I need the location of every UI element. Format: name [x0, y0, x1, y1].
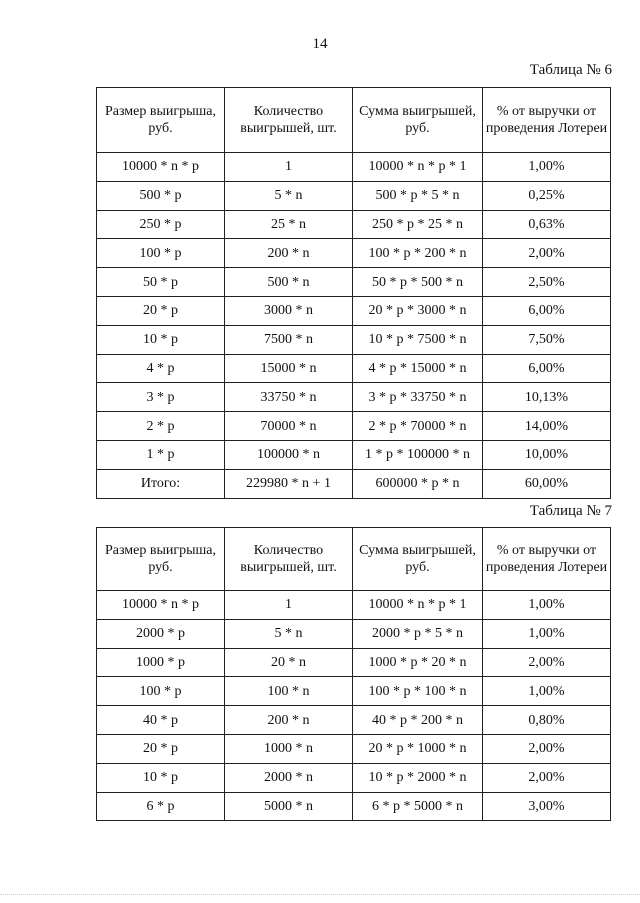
- cell-prize-count: 200 * n: [225, 706, 353, 735]
- cell-prize-sum: 50 * p * 500 * n: [353, 268, 483, 297]
- cell-revenue-percent: 0,63%: [483, 210, 611, 239]
- prize-table-6: [96, 87, 611, 499]
- cell-prize-amount: 10 * p: [97, 325, 225, 354]
- table-row: [97, 677, 611, 706]
- table-row: [97, 591, 611, 620]
- header-prize-amount: Размер выигрыша, руб.: [97, 528, 225, 591]
- table-row: [97, 181, 611, 210]
- table-row: [97, 440, 611, 469]
- cell-revenue-percent: 1,00%: [483, 591, 611, 620]
- cell-prize-sum: 600000 * p * n: [353, 469, 483, 498]
- cell-revenue-percent: 1,00%: [483, 153, 611, 182]
- table-row: [97, 383, 611, 412]
- cell-prize-sum: 100 * p * 200 * n: [353, 239, 483, 268]
- cell-prize-amount: 1 * p: [97, 440, 225, 469]
- cell-prize-amount: 20 * p: [97, 296, 225, 325]
- cell-prize-count: 2000 * n: [225, 763, 353, 792]
- table-row: [97, 792, 611, 821]
- cell-prize-amount: 2 * p: [97, 412, 225, 441]
- cell-revenue-percent: 1,00%: [483, 619, 611, 648]
- cell-revenue-percent: 2,50%: [483, 268, 611, 297]
- table-6-caption: Таблица № 6: [529, 62, 612, 78]
- table-row: [97, 239, 611, 268]
- cell-prize-count: 200 * n: [225, 239, 353, 268]
- header-prize-amount: Размер выигрыша, руб.: [97, 88, 225, 153]
- cell-prize-count: 5000 * n: [225, 792, 353, 821]
- cell-prize-amount: 2000 * p: [97, 619, 225, 648]
- table-row: [97, 469, 611, 498]
- cell-prize-count: 229980 * n + 1: [225, 469, 353, 498]
- header-prize-count: Количество выигрышей, шт.: [225, 528, 353, 591]
- header-prize-sum: Сумма выигрышей, руб.: [353, 88, 483, 153]
- cell-prize-count: 1000 * n: [225, 734, 353, 763]
- cell-prize-sum: 500 * p * 5 * n: [353, 181, 483, 210]
- cell-prize-sum: 10 * p * 2000 * n: [353, 763, 483, 792]
- cell-prize-sum: 4 * p * 15000 * n: [353, 354, 483, 383]
- cell-prize-count: 100 * n: [225, 677, 353, 706]
- cell-prize-sum: 250 * p * 25 * n: [353, 210, 483, 239]
- cell-prize-count: 15000 * n: [225, 354, 353, 383]
- cell-prize-sum: 6 * p * 5000 * n: [353, 792, 483, 821]
- table-header-row: [97, 88, 611, 153]
- cell-revenue-percent: 10,00%: [483, 440, 611, 469]
- cell-revenue-percent: 6,00%: [483, 354, 611, 383]
- cell-prize-sum: 20 * p * 1000 * n: [353, 734, 483, 763]
- scan-artifact-line: [0, 894, 640, 897]
- table-row: [97, 763, 611, 792]
- table-row: [97, 412, 611, 441]
- cell-prize-amount: 50 * p: [97, 268, 225, 297]
- page-number: 14: [312, 36, 328, 52]
- cell-prize-sum: 2 * p * 70000 * n: [353, 412, 483, 441]
- cell-prize-sum: 100 * p * 100 * n: [353, 677, 483, 706]
- table-row: [97, 296, 611, 325]
- cell-prize-amount: 10000 * n * p: [97, 591, 225, 620]
- cell-prize-amount: 10000 * n * p: [97, 153, 225, 182]
- cell-prize-amount: 3 * p: [97, 383, 225, 412]
- table-row: [97, 354, 611, 383]
- cell-prize-sum: 1 * p * 100000 * n: [353, 440, 483, 469]
- cell-prize-count: 100000 * n: [225, 440, 353, 469]
- header-revenue-percent: % от выручки от проведения Лотереи: [483, 528, 611, 591]
- cell-prize-amount: 250 * p: [97, 210, 225, 239]
- table-7-body: [97, 591, 611, 821]
- table-row: [97, 619, 611, 648]
- cell-prize-amount: 1000 * p: [97, 648, 225, 677]
- cell-prize-amount: 500 * p: [97, 181, 225, 210]
- cell-revenue-percent: 0,25%: [483, 181, 611, 210]
- table-row: [97, 648, 611, 677]
- cell-prize-count: 1: [225, 153, 353, 182]
- cell-prize-amount: 4 * p: [97, 354, 225, 383]
- cell-prize-count: 500 * n: [225, 268, 353, 297]
- cell-revenue-percent: 3,00%: [483, 792, 611, 821]
- cell-prize-count: 33750 * n: [225, 383, 353, 412]
- cell-prize-count: 1: [225, 591, 353, 620]
- table-row: [97, 706, 611, 735]
- header-prize-count: Количество выигрышей, шт.: [225, 88, 353, 153]
- cell-revenue-percent: 2,00%: [483, 648, 611, 677]
- cell-revenue-percent: 14,00%: [483, 412, 611, 441]
- cell-revenue-percent: 10,13%: [483, 383, 611, 412]
- table-row: [97, 210, 611, 239]
- cell-prize-sum: 10000 * n * p * 1: [353, 591, 483, 620]
- cell-prize-sum: 2000 * p * 5 * n: [353, 619, 483, 648]
- cell-prize-amount: 6 * p: [97, 792, 225, 821]
- table-header-row: [97, 528, 611, 591]
- cell-revenue-percent: 0,80%: [483, 706, 611, 735]
- cell-revenue-percent: 60,00%: [483, 469, 611, 498]
- table-6-body: [97, 153, 611, 499]
- cell-revenue-percent: 7,50%: [483, 325, 611, 354]
- cell-prize-amount: 40 * p: [97, 706, 225, 735]
- table-row: [97, 734, 611, 763]
- header-prize-sum: Сумма выигрышей, руб.: [353, 528, 483, 591]
- cell-prize-count: 70000 * n: [225, 412, 353, 441]
- table-row: [97, 268, 611, 297]
- table-row: [97, 153, 611, 182]
- cell-prize-amount: 100 * p: [97, 677, 225, 706]
- cell-prize-amount: 100 * p: [97, 239, 225, 268]
- table-row: [97, 325, 611, 354]
- cell-prize-count: 3000 * n: [225, 296, 353, 325]
- header-revenue-percent: % от выручки от проведения Лотереи: [483, 88, 611, 153]
- cell-prize-count: 7500 * n: [225, 325, 353, 354]
- cell-prize-sum: 3 * p * 33750 * n: [353, 383, 483, 412]
- table-7-caption: Таблица № 7: [529, 503, 612, 519]
- cell-prize-amount: 10 * p: [97, 763, 225, 792]
- cell-prize-sum: 40 * p * 200 * n: [353, 706, 483, 735]
- cell-revenue-percent: 2,00%: [483, 239, 611, 268]
- cell-revenue-percent: 1,00%: [483, 677, 611, 706]
- prize-table-7: [96, 527, 611, 821]
- cell-prize-amount: Итого:: [97, 469, 225, 498]
- cell-prize-amount: 20 * p: [97, 734, 225, 763]
- cell-revenue-percent: 6,00%: [483, 296, 611, 325]
- cell-prize-count: 25 * n: [225, 210, 353, 239]
- cell-prize-sum: 20 * p * 3000 * n: [353, 296, 483, 325]
- cell-prize-sum: 10000 * n * p * 1: [353, 153, 483, 182]
- cell-prize-sum: 10 * p * 7500 * n: [353, 325, 483, 354]
- cell-prize-sum: 1000 * p * 20 * n: [353, 648, 483, 677]
- cell-prize-count: 20 * n: [225, 648, 353, 677]
- cell-prize-count: 5 * n: [225, 619, 353, 648]
- cell-revenue-percent: 2,00%: [483, 763, 611, 792]
- cell-prize-count: 5 * n: [225, 181, 353, 210]
- cell-revenue-percent: 2,00%: [483, 734, 611, 763]
